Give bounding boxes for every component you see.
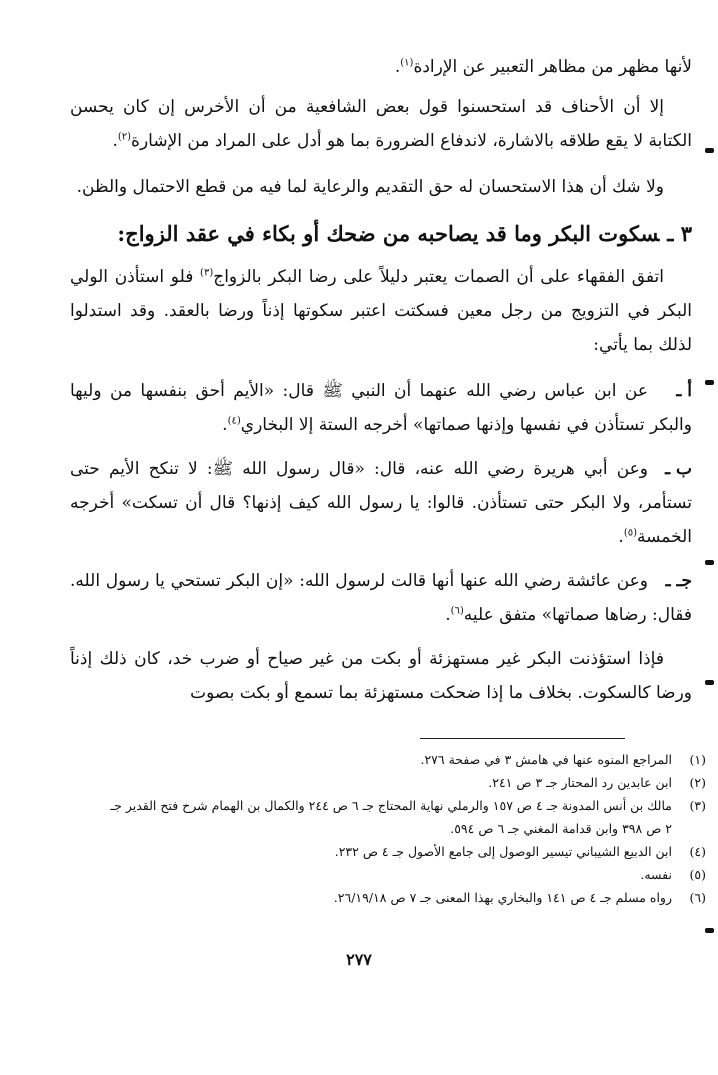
paragraph-fuqaha: اتفق الفقهاء على أن الصمات يعتبر دليلاً على رضا البكر بالزواج$^{(٣)}$ فلو استأذن الولي البكر في التزويج من رجل معين فسكتت اعتبر سكوتها إذناً ورضا بالعقد. وقد استدلوا لذلك بما يأتي: xyxy=(70,267,692,355)
margin-mark xyxy=(705,680,714,685)
footnote-ref-6: (٦) xyxy=(450,605,464,617)
paragraph-istihsan: ولا شك أن هذا الاستحسان له حق التقديم والرعاية لما فيه من قطع الاحتمال والظن. xyxy=(76,177,664,197)
footnote-divider xyxy=(420,738,625,739)
section-title: سكوت البكر وما قد يصاحبه من ضحك أو بكاء في عقد الزواج: xyxy=(117,221,660,246)
footnote: (٢) ابن عابدين رد المحتار جـ ٣ ص ٢٤١. xyxy=(488,775,706,790)
item-mark: جـ ـ xyxy=(665,571,692,591)
margin-mark xyxy=(705,928,714,933)
evidence-item-b: ب ـوعن أبي هريرة رضي الله عنه، قال: «قال رسول الله ﷺ: لا تنكح الأيم حتى تستأمر، ولا البكر حتى تستأذن. قالوا: يا رسول الله كيف إذنها؟ قال أن تسكت» أخرجه الخمسة$^{(٥)}$. xyxy=(70,452,692,554)
evidence-item-c: جـ ـوعن عائشة رضي الله عنها أنها قالت لرسول الله: «إن البكر تستحي يا رسول الله. فقال: رضاها صماتها» متفق عليه$^{(٦)}$. xyxy=(70,564,692,632)
footnotes xyxy=(106,748,706,909)
footnote: (٥) نفسه. xyxy=(640,867,706,882)
footnote-ref-3: (٣) xyxy=(200,267,214,279)
footnote: (١) المراجع المنوه عنها في هامش ٣ في صفحة ٢٧٦. xyxy=(420,752,706,767)
footnote: (٣) مالك بن أنس المدونة جـ ٤ ص ١٥٧ والرملي نهاية المحتاج جـ ٦ ص ٢٤٤ والكمال بن الهمام شرح فتح القدير جـ ٢ ص ٣٩٨ وابن قدامة المغني جـ ٦ ص ٥٩٤. xyxy=(110,798,706,836)
paragraph-intro-line: لأنها مظهر من مظاهر التعبير عن الإرادة$^{(١)}$. xyxy=(394,57,692,77)
paragraph-ahnaf: إلا أن الأحناف قد استحسنوا قول بعض الشافعية من أن الأخرس إن كان يحسن الكتابة لا يقع طلاقه بالاشارة، لاندفاع الضرورة بما هو أدل على المراد من الإشارة$^{(٢)}$. xyxy=(70,97,692,151)
footnote-ref-2: (٢) xyxy=(117,131,132,143)
section-heading xyxy=(70,216,692,252)
footnote-ref-1: (١) xyxy=(400,57,414,69)
section-number: ٣ ـ xyxy=(667,221,692,246)
margin-mark xyxy=(705,380,714,385)
paragraph-conclusion: فإذا استؤذنت البكر غير مستهزئة أو بكت من غير صياح أو ضرب خد، كان ذلك إذناً ورضا كالسكوت. بخلاف ما إذا ضحكت مستهزئة بما تسمع أو بكت بصوت xyxy=(70,649,692,703)
item-mark: ب ـ xyxy=(665,459,692,479)
footnote: (٤) ابن الدبيع الشيباني تيسير الوصول إلى جامع الأصول جـ ٤ ص ٢٣٢. xyxy=(334,844,706,859)
footnote: (٦) رواه مسلم جـ ٤ ص ١٤١ والبخاري بهذا المعنى جـ ٧ ص ٢٦/١٩/١٨. xyxy=(333,890,706,905)
evidence-item-a: أ ـعن ابن عباس رضي الله عنهما أن النبي ﷺ قال: «الأيم أحق بنفسها من وليها والبكر تستأذن في نفسها وإذنها صماتها» أخرجه الستة إلا البخاري$^{(٤)}$. xyxy=(70,374,692,442)
margin-mark xyxy=(705,148,714,153)
footnote-ref-5: (٥) xyxy=(623,527,638,539)
footnote-ref-4: (٤) xyxy=(227,415,241,427)
item-mark: أ ـ xyxy=(676,381,692,401)
margin-mark xyxy=(705,560,714,565)
page-number: ٢٧٧ xyxy=(346,950,372,969)
